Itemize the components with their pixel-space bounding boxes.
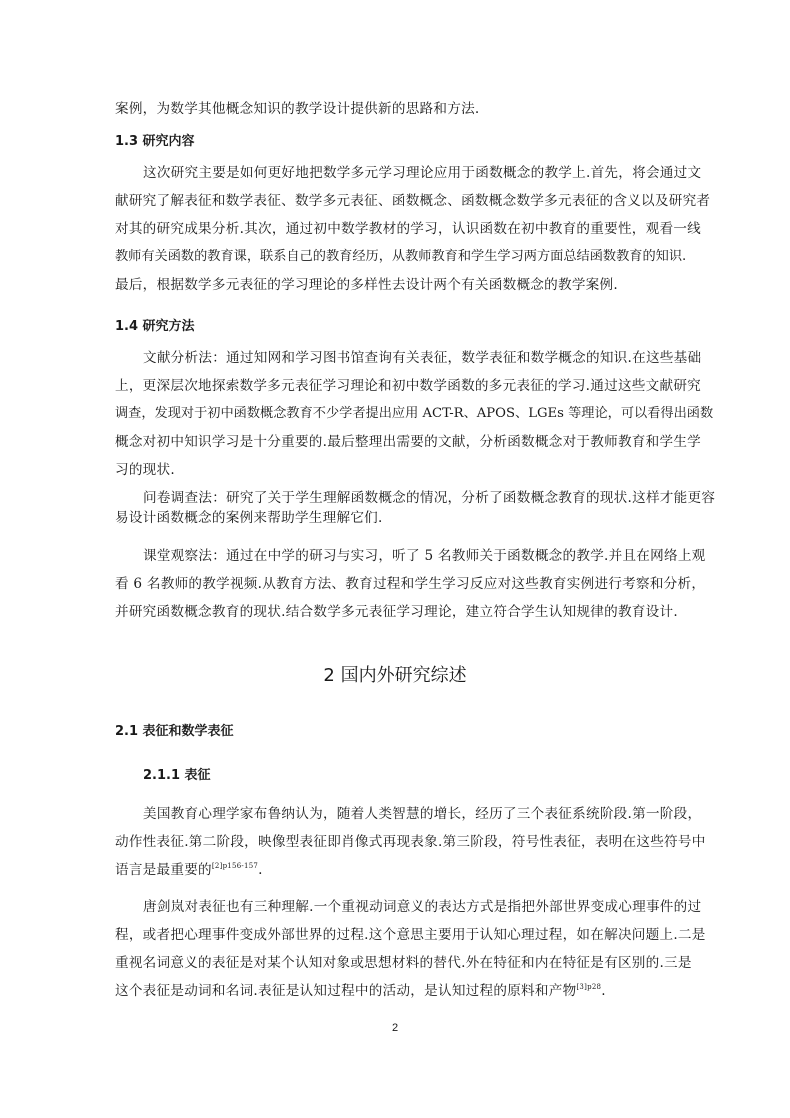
paragraph-line: 问卷调查法：研究了关于学生理解函数概念的情况，分析了函数概念教育的现状.这样才能更容: [143, 490, 716, 506]
paragraph-line: 案例，为数学其他概念知识的教学设计提供新的思路和方法.: [115, 101, 480, 117]
paragraph-line: 动作性表征.第二阶段，映像型表征即肖像式再现表象.第三阶段，符号性表征，表明在这些符号中: [115, 834, 706, 850]
section-heading-1-3: 1.3 研究内容: [115, 134, 195, 149]
paragraph-line: 概念对初中知识学习是十分重要的.最后整理出需要的文献，分析函数概念对于教师教育和学生学: [115, 434, 702, 450]
paragraph-line: 易设计函数概念的案例来帮助学生理解它们.: [115, 510, 383, 526]
paragraph-line: 最后，根据数学多元表征的学习理论的多样性去设计两个有关函数概念的教学案例.: [115, 277, 618, 293]
paragraph-line: 并研究函数概念教育的现状.结合数学多元表征学习理论，建立符合学生认知规律的教育设计.: [115, 604, 678, 620]
paragraph-line: 调查，发现对于初中函数概念教育不少学者提出应用 ACT-R、APOS、LGEs 等理论，可以看得出函数: [115, 406, 714, 421]
citation: [3]p28: [576, 983, 602, 991]
paragraph-line: 教师有关函数的教育课，联系自己的教育经历，从教师教育和学生学习两方面总结函数教育的知识.: [115, 249, 687, 264]
paragraph-line: [115, 982, 685, 1000]
paragraph-line: 这次研究主要是如何更好地把数学多元学习理论应用于函数概念的教学上.首先，将会通过文: [143, 165, 702, 181]
paragraph-line: 对其的研究成果分析.其次，通过初中数学教材的学习，认识函数在初中教育的重要性，观看一线: [115, 221, 702, 237]
paragraph-line: 程，或者把心理事件变成外部世界的过程.这个意思主要用于认知心理过程，如在解决问题上.二是: [115, 927, 706, 943]
paragraph-line: 重视名词意义的表征是对某个认知对象或思想材料的替代.外在特征和内在特征是有区别的.三是: [115, 955, 692, 971]
paragraph-line: 习的现状.: [115, 462, 175, 478]
section-heading-1-4: 1.4 研究方法: [115, 319, 195, 334]
page-number: 2: [391, 1022, 399, 1034]
subsection-heading-2-1-1: 2.1.1 表征: [143, 768, 211, 783]
paragraph-line: 上，更深层次地探索数学多元表征学习理论和初中数学函数的多元表征的学习.通过这些文献研究: [115, 378, 702, 394]
paragraph-line: 文献分析法：通过知网和学习图书馆查询有关表征，数学表征和数学概念的知识.在这些基础: [143, 350, 702, 366]
section-heading-2-1: 2.1 表征和数学表征: [115, 724, 234, 739]
paragraph-text: 这个表征是动词和名词.表征是认知过程中的活动，是认知过程的原料和产物: [115, 983, 577, 999]
paragraph-text: 语言是最重要的: [115, 862, 212, 878]
paragraph-line: 美国教育心理学家布鲁纳认为，随着人类智慧的增长，经历了三个表征系统阶段.第一阶段，: [143, 806, 702, 822]
chapter-heading: 2 国内外研究综述: [323, 665, 467, 686]
paragraph-line: 唐剑岚对表征也有三种理解.一个重视动词意义的表达方式是指把外部世界变成心理事件的过: [143, 899, 702, 915]
paragraph-text: .: [258, 862, 263, 878]
paragraph-line: 课堂观察法：通过在中学的研习与实习，听了 5 名教师关于函数概念的教学.并且在网络上观: [143, 548, 706, 564]
paragraph-line: 献研究了解表征和数学表征、数学多元表征、函数概念、函数概念数学多元表征的含义以及研究者: [115, 193, 711, 209]
paragraph-text: .: [601, 983, 606, 999]
citation: [2]p156-157: [211, 862, 259, 870]
paragraph-line: 看 6 名教师的教学视频.从教育方法、教育过程和学生学习反应对这些教育实例进行考察和分析，: [115, 576, 706, 592]
paragraph-line: [115, 861, 685, 879]
